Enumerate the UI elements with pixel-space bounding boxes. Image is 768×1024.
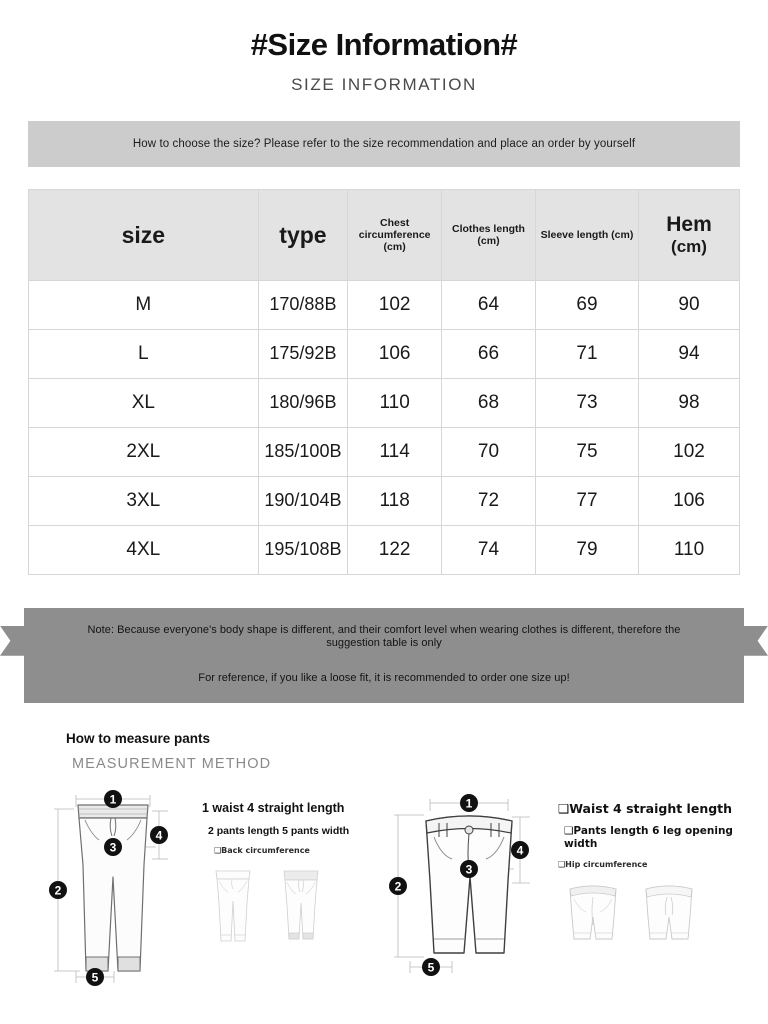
table-row [29,329,740,378]
ribbon-tail-left-icon [0,626,26,656]
callout-badge-4 [150,826,168,844]
svg-text:1: 1 [109,792,117,807]
table-row [29,427,740,476]
cell-sleeve-length: 69 [535,280,638,329]
cell-sleeve-length: 75 [535,427,638,476]
svg-text:1: 1 [465,796,473,811]
note-banner [24,608,744,704]
cell-hem: 90 [639,280,740,329]
column-header-chest [348,189,442,280]
cell-clothes-length: 74 [442,525,536,574]
long-pants-illustration [28,785,198,995]
cell-chest: 102 [348,280,442,329]
table-row [29,280,740,329]
svg-text:3: 3 [109,840,117,855]
shorts-sketch-group [558,877,740,963]
pants-sketch-joggers [270,863,332,949]
measurement-title: How to measure pants [66,731,211,747]
column-header-chest-label: Chest circumference [358,216,431,241]
cell-hem: 110 [639,525,740,574]
cell-hem: 102 [639,427,740,476]
cell-hem: 98 [639,378,740,427]
page-title: #Size Information# [250,27,518,62]
pants-legend [198,785,384,1000]
callout-badge-5 [422,958,440,976]
size-table-container [28,189,740,575]
callout-badge-2 [389,877,407,895]
callout-badge-1 [104,790,122,808]
svg-text:5: 5 [427,960,435,975]
cell-clothes-length: 70 [442,427,536,476]
measurement-subtitle: MEASUREMENT METHOD [72,755,272,772]
cell-chest: 106 [348,329,442,378]
cell-type: 190/104B [258,476,348,525]
cell-chest: 110 [348,378,442,427]
svg-text:4: 4 [155,828,163,843]
cell-sleeve-length: 71 [535,329,638,378]
measurement-section [0,731,768,1000]
shorts-sketch-back [634,877,704,963]
pants-legend-line-2: 2 pants length 5 pants width [208,824,350,837]
cell-clothes-length: 68 [442,378,536,427]
pants-legend-line-3: ❑Back circumference [214,846,310,856]
cell-clothes-length: 72 [442,476,536,525]
cell-size: 4XL [29,525,259,574]
pants-legend-line-1: 1 waist 4 straight length [202,800,345,815]
cell-type: 170/88B [258,280,348,329]
cell-type: 185/100B [258,427,348,476]
callout-badge-3 [104,838,122,856]
size-guidance-text: How to choose the size? Please refer to the size recommendation and place an order by yourself [132,137,636,150]
cell-size: 2XL [29,427,259,476]
page-subtitle: SIZE INFORMATION [291,75,477,95]
table-row [29,476,740,525]
cell-type: 175/92B [258,329,348,378]
table-row [29,378,740,427]
cell-sleeve-length: 77 [535,476,638,525]
column-header-clothes-length: Clothes length (cm) [442,189,536,280]
cell-sleeve-length: 79 [535,525,638,574]
cell-size: XL [29,378,259,427]
callout-badge-3 [460,860,478,878]
column-header-chest-unit: (cm) [383,240,406,253]
shorts-legend-line-2: ❑Pants length 6 leg opening width [564,824,733,851]
callout-badge-5 [86,968,104,986]
callout-badge-1 [460,794,478,812]
cell-chest: 114 [348,427,442,476]
note-line-1: Note: Because everyone's body shape is different, and their comfort level when wearing clothes is different, therefore the suggestion table is only [87,623,681,649]
svg-text:4: 4 [516,843,524,858]
column-header-hem-unit: (cm) [671,237,707,257]
cell-sleeve-length: 73 [535,378,638,427]
size-table-body [29,280,740,574]
shorts-diagram-half [384,785,740,1000]
cell-chest: 122 [348,525,442,574]
column-header-hem-label: Hem [666,212,712,236]
column-header-type: type [258,189,348,280]
shorts-figure [384,785,554,1000]
shorts-sketch-front [558,877,628,963]
cell-type: 195/108B [258,525,348,574]
ribbon-tail-right-icon [742,626,768,656]
cell-clothes-length: 66 [442,329,536,378]
cell-hem: 106 [639,476,740,525]
shorts-illustration [384,785,554,995]
table-row [29,525,740,574]
cell-type: 180/96B [258,378,348,427]
svg-text:5: 5 [91,970,99,985]
cell-clothes-length: 64 [442,280,536,329]
pants-figure [28,785,198,1000]
cell-size: M [29,280,259,329]
note-line-2: For reference, if you like a loose fit, it is recommended to order one size up! [198,672,570,685]
column-header-size: size [29,189,259,280]
pants-sketch-jeans [202,863,264,949]
pants-diagram-half [28,785,384,1000]
svg-text:2: 2 [54,883,62,898]
diagram-row [28,785,740,1000]
size-table [28,189,740,575]
table-header-row [29,189,740,280]
pants-sketch-group [202,863,384,949]
shorts-legend-line-3: ❑Hip circumference [558,859,648,869]
callout-badge-4 [511,841,529,859]
svg-text:2: 2 [394,879,402,894]
shorts-legend-line-1: ❑Waist 4 straight length [558,800,733,816]
cell-size: 3XL [29,476,259,525]
shorts-legend [554,785,740,1000]
column-header-hem [639,189,740,280]
cell-size: L [29,329,259,378]
column-header-sleeve-length: Sleeve length (cm) [535,189,638,280]
svg-text:3: 3 [465,862,473,877]
callout-badge-2 [49,881,67,899]
cell-hem: 94 [639,329,740,378]
size-guidance-band [28,121,740,167]
cell-chest: 118 [348,476,442,525]
